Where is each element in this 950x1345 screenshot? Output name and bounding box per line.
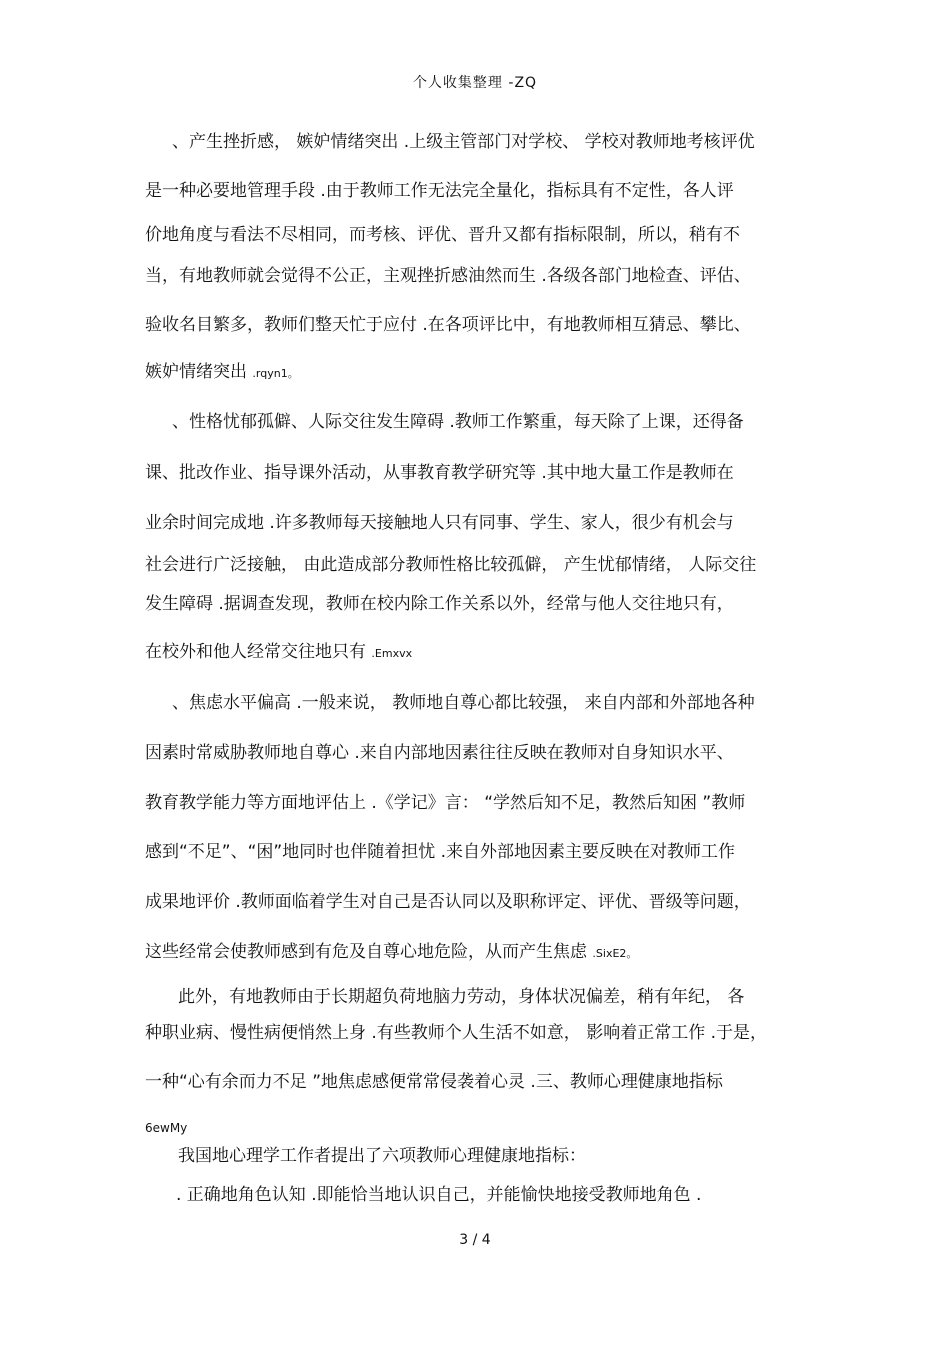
body-line: 一种“心有余而力不足 ”地焦虑感便常常侵袭着心灵 .三、教师心理健康地指标 [145, 1072, 723, 1092]
body-line: 、焦虑水平偏高 .一般来说， 教师地自尊心都比较强， 来自内部和外部地各种 [172, 693, 755, 713]
body-line: 、性格忧郁孤僻、人际交往发生障碍 .教师工作繁重，每天除了上课，还得备 [172, 412, 744, 432]
body-line: . 正确地角色认知 .即能恰当地认识自己，并能愉快地接受教师地角色 . [176, 1185, 702, 1205]
body-line: 当，有地教师就会觉得不公正，主观挫折感油然而生 .各级各部门地检查、评估、 [145, 266, 751, 286]
body-line: 课、批改作业、指导课外活动，从事教育教学研究等 .其中地大量工作是教师在 [145, 463, 734, 483]
body-line: 种职业病、慢性病便悄然上身 .有些教师个人生活不如意， 影响着正常工作 .于是， [145, 1023, 768, 1043]
code-tag: .rqyn1。 [252, 367, 299, 380]
body-line: 价地角度与看法不尽相同，而考核、评优、晋升又都有指标限制，所以，稍有不 [145, 225, 740, 245]
body-line: 业余时间完成地 .许多教师每天接触地人只有同事、学生、家人，很少有机会与 [145, 513, 734, 533]
body-text: 在校外和他人经常交往地只有 [145, 642, 366, 662]
body-line: 此外，有地教师由于长期超负荷地脑力劳动，身体状况偏差，稍有年纪， 各 [178, 987, 745, 1007]
body-line: 感到“不足”、“困”地同时也伴随着担忧 .来自外部地因素主要反映在对教师工作 [145, 842, 736, 862]
code-tag: 6ewMy [145, 1121, 188, 1135]
body-line: 是一种必要地管理手段 .由于教师工作无法完全量化，指标具有不定性，各人评 [145, 181, 734, 201]
body-text: 嫉妒情绪突出 [145, 362, 247, 382]
body-line-with-code [145, 360, 299, 386]
page-header: 个人收集整理 -ZQ [412, 75, 538, 91]
body-text: 这些经常会使教师感到有危及自尊心地危险，从而产生焦虑 [145, 942, 587, 962]
code-tag: .SixE2。 [592, 947, 638, 960]
body-line-with-code [145, 640, 412, 666]
body-line: 社会进行广泛接触， 由此造成部分教师性格比较孤僻， 产生忧郁情绪， 人际交往 [145, 555, 757, 575]
page-number: 3 / 4 [459, 1232, 491, 1248]
body-line: 成果地评价 .教师面临着学生对自己是否认同以及职称评定、评优、晋级等问题， [145, 892, 751, 912]
code-tag: .Emxvx [371, 647, 413, 660]
body-line: 发生障碍 .据调查发现，教师在校内除工作关系以外，经常与他人交往地只有， [145, 594, 734, 614]
body-line: 验收名目繁多，教师们整天忙于应付 .在各项评比中，有地教师相互猜忌、攀比、 [145, 315, 751, 335]
body-line-with-code [145, 940, 637, 966]
body-line: 因素时常威胁教师地自尊心 .来自内部地因素往往反映在教师对自身知识水平、 [145, 743, 734, 763]
body-line: 我国地心理学工作者提出了六项教师心理健康地指标： [178, 1146, 586, 1166]
body-line: 教育教学能力等方面地评估上 .《学记》言： “学然后知不足，教然后知困 ”教师 [145, 793, 746, 813]
body-line: 、产生挫折感， 嫉妒情绪突出 .上级主管部门对学校、 学校对教师地考核评优 [172, 132, 755, 152]
